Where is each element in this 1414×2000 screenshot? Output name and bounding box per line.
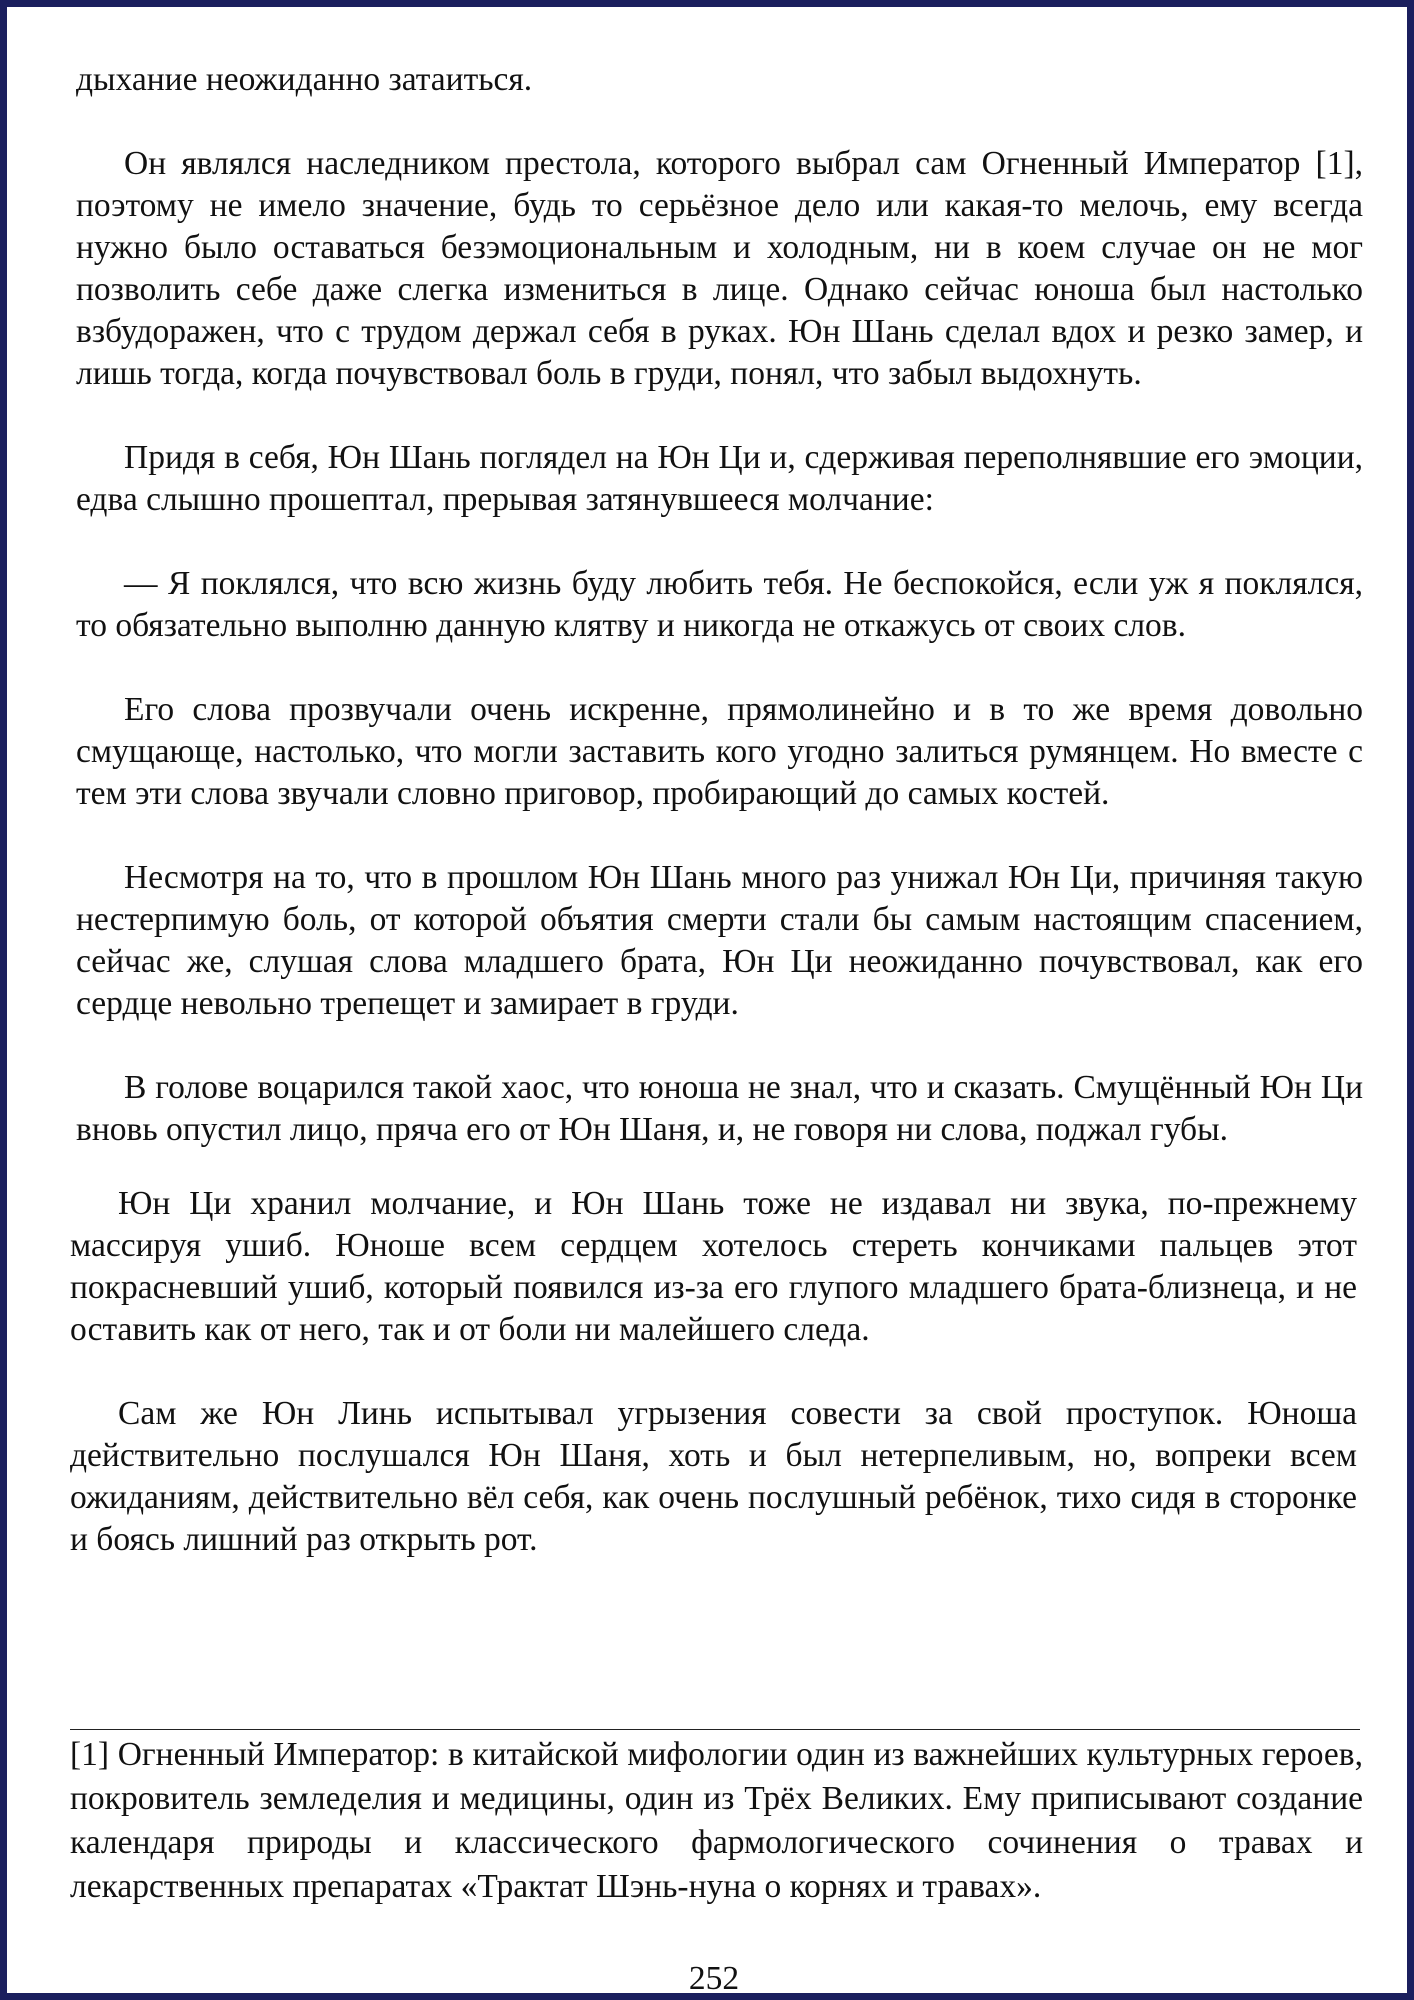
footnote: [1] Огненный Император: в китайской мифологии один из важнейших культурных героев, покровитель земледелия и медицины, один из Трёх Великих. Ему приписывают создание календаря природы и классического фармологического сочинения о травах и лекарственных препаратах «Трактат Шэнь-нуна о корнях и травах». xyxy=(70,1736,1363,1905)
paragraph: Сам же Юн Линь испытывал угрызения совести за свой проступок. Юноша действительно послушался Юн Шаня, хоть и был нетерпеливым, но, вопреки всем ожиданиям, действительно вёл себя, как очень послушный ребёнок, тихо сидя в сторонке и боясь лишний раз открыть рот. xyxy=(70,1395,1357,1558)
paragraph: Несмотря на то, что в прошлом Юн Шань много раз унижал Юн Ци, причиняя такую нестерпимую боль, от которой объятия смерти стали бы самым настоящим спасением, сейчас же, слушая слова младшего брата, Юн Ци неожиданно почувствовал, как его сердце невольно трепещет и замирает в груди. xyxy=(76,859,1363,1022)
footnote-separator xyxy=(70,1729,1360,1730)
paragraph: Придя в себя, Юн Шань поглядел на Юн Ци и, сдерживая переполнявшие его эмоции, едва слышно прошептал, прерывая затянувшееся молчание: xyxy=(76,439,1363,518)
paragraph-continuation: дыхание неожиданно затаиться. xyxy=(76,61,533,98)
page-number: 252 xyxy=(688,1960,740,1997)
paragraph-dialogue: — Я поклялся, что всю жизнь буду любить тебя. Не беспокойся, если уж я поклялся, то обязательно выполню данную клятву и никогда не откажусь от своих слов. xyxy=(76,565,1363,644)
paragraph: Юн Ци хранил молчание, и Юн Шань тоже не издавал ни звука, по-прежнему массируя ушиб. Юноше всем сердцем хотелось стереть кончиками пальцев этот покрасневший ушиб, который появился из-за его глупого младшего брата-близнеца, и не оставить как от него, так и от боли ни малейшего следа. xyxy=(70,1185,1357,1348)
paragraph: В голове воцарился такой хаос, что юноша не знал, что и сказать. Смущённый Юн Ци вновь опустил лицо, пряча его от Юн Шаня, и, не говоря ни слова, поджал губы. xyxy=(76,1069,1363,1148)
paragraph: Он являлся наследником престола, которого выбрал сам Огненный Император [1], поэтому не имело значение, будь то серьёзное дело или какая-то мелочь, ему всегда нужно было оставаться безэмоциональным и холодным, ни в коем случае он не мог позволить себе даже слегка измениться в лице. Однако сейчас юноша был настолько взбудоражен, что с трудом держал себя в руках. Юн Шань сделал вдох и резко замер, и лишь тогда, когда почувствовал боль в груди, понял, что забыл выдохнуть. xyxy=(76,145,1363,392)
body-text xyxy=(70,59,1363,1603)
paragraph: Его слова прозвучали очень искренне, прямолинейно и в то же время довольно смущающе, настолько, что могли заставить кого угодно залиться румянцем. Но вместе с тем эти слова звучали словно приговор, пробирающий до самых костей. xyxy=(76,691,1363,812)
